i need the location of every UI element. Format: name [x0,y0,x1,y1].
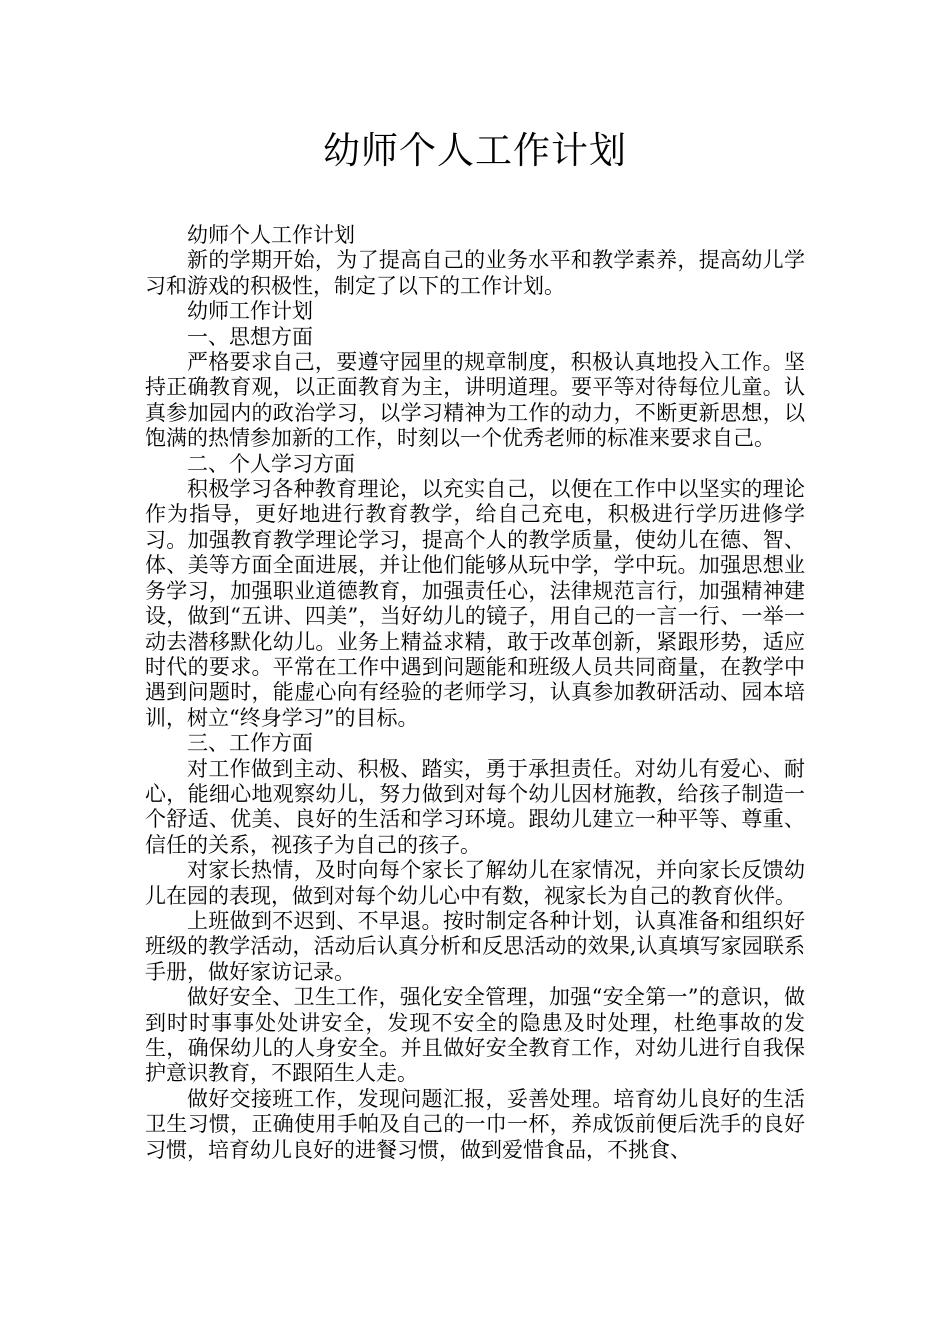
paragraph-attendance: 上班做到不迟到、不早退。按时制定各种计划，认真准备和组织好班级的教学活动，活动后认真分析和反思活动的效果,认真填写家园联系手册，做好家访记录。 [145,908,805,984]
paragraph-subtitle: 幼师工作计划 [187,299,313,324]
paragraph-handover: 做好交接班工作，发现问题汇报，妥善处理。培育幼儿良好的生活卫生习惯，正确使用手帕及自己的一巾一杯，养成饭前便后洗手的良好习惯，培育幼儿良好的进餐习惯，做到爱惜食品，不挑食、 [145,1086,805,1162]
document-body [145,223,805,1163]
section-heading-thinking: 一、思想方面 [187,324,313,349]
paragraph-study: 积极学习各种教育理论，以充实自己，以便在工作中以坚实的理论作为指导，更好地进行教育教学，给自己充电，积极进行学历进修学习。加强教育教学理论学习，提高个人的教学质量，使幼儿在德、智、体、美等方面全面进展，并让他们能够从玩中学，学中玩。加强思想业务学习，加强职业道德教育，加强责任心，法律规范言行，加强精神建设，做到“五讲、四美”，当好幼儿的镜子，用自己的一言一行、一举一动去潜移默化幼儿。业务上精益求精，敢于改革创新，紧跟形势，适应时代的要求。平常在工作中遇到问题能和班级人员共同商量，在教学中遇到问题时，能虚心向有经验的老师学习，认真参加教研活动、园本培训，树立“终身学习”的目标。 [145,477,805,730]
paragraph-parents: 对家长热情，及时向每个家长了解幼儿在家情况，并向家长反馈幼儿在园的表现，做到对每个幼儿心中有数，视家长为自己的教育伙伴。 [145,858,805,908]
paragraph-safety: 做好安全、卫生工作，强化安全管理，加强“安全第一”的意识，做到时时事事处处讲安全，发现不安全的隐患及时处理，杜绝事故的发生，确保幼儿的人身安全。并且做好安全教育工作，对幼儿进行自我保护意识教育，不跟陌生人走。 [145,985,805,1086]
paragraph-intro: 新的学期开始，为了提高自己的业务水平和教学素养，提高幼儿学习和游戏的积极性，制定了以下的工作计划。 [145,248,805,298]
paragraph-work-attitude: 对工作做到主动、积极、踏实，勇于承担责任。对幼儿有爱心、耐心，能细心地观察幼儿，努力做到对每个幼儿因材施教，给孩子制造一个舒适、优美、良好的生活和学习环境。跟幼儿建立一种平等、尊重、信任的关系，视孩子为自己的孩子。 [145,756,805,857]
section-heading-work: 三、工作方面 [187,731,313,756]
section-heading-study: 二、个人学习方面 [187,451,355,476]
paragraph-thinking: 严格要求自己，要遵守园里的规章制度，积极认真地投入工作。坚持正确教育观，以正面教育为主，讲明道理。要平等对待每位儿童。认真参加园内的政治学习，以学习精神为工作的动力，不断更新思想，以饱满的热情参加新的工作，时刻以一个优秀老师的标准来要求自己。 [145,350,805,451]
paragraph-heading: 幼师个人工作计划 [187,223,355,247]
document-title: 幼师个人工作计划 [323,129,627,172]
